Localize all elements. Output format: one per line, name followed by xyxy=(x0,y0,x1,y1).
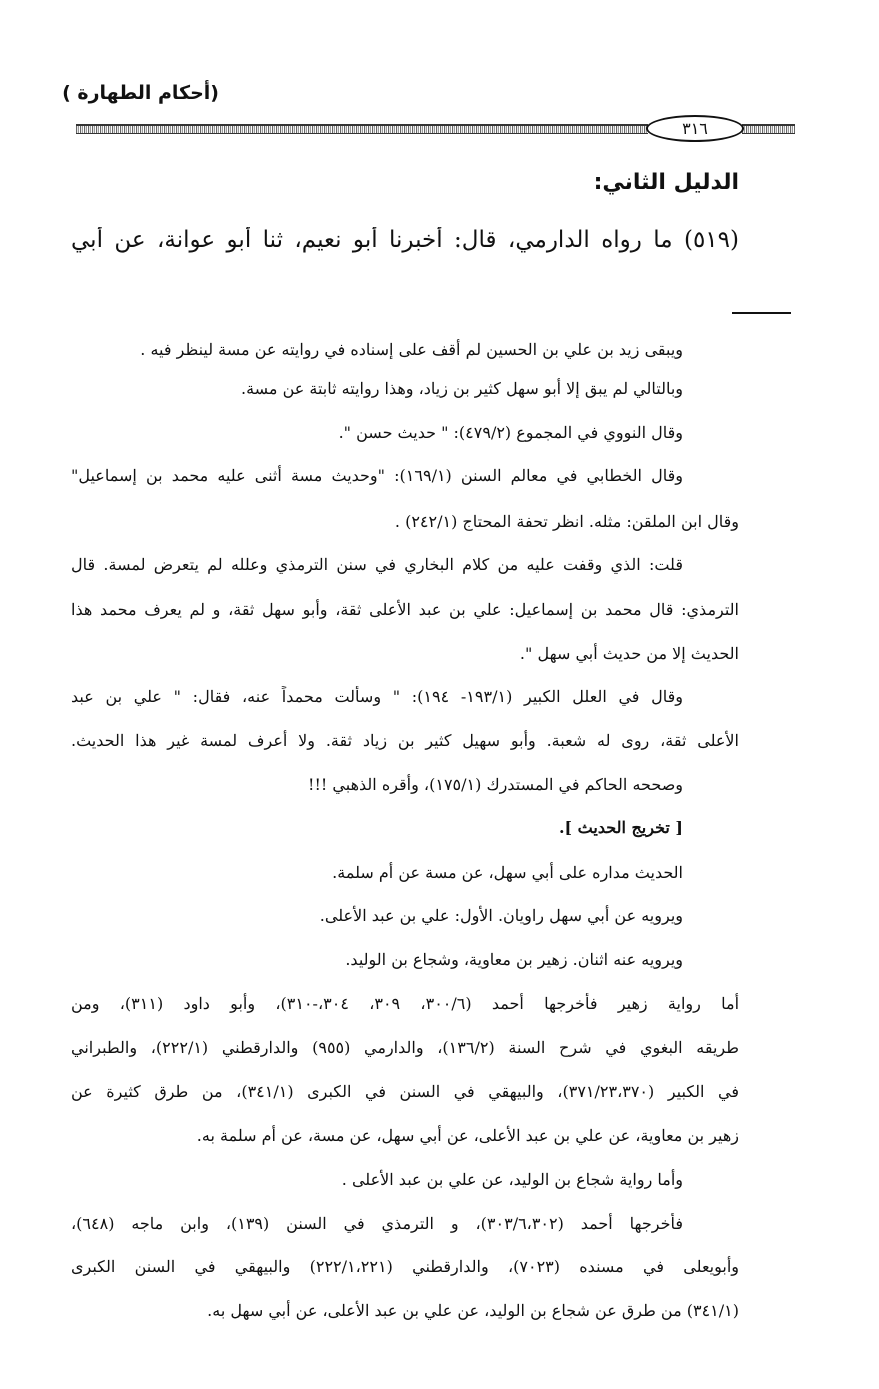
header-rule-left xyxy=(76,124,648,134)
footnote-line: وقال ابن الملقن: مثله. انظر تحفة المحتاج (٢٤٢/١) . xyxy=(394,512,739,531)
footnote-line: في الكبير (٣٧١/٢٣،٣٧٠)، والبيهقي في السنن في الكبرى (٣٤١/١)، من طرق كثيرة عن xyxy=(71,1082,739,1101)
footnote-line: الأعلى ثقة، روى له شعبة. وأبو سهيل كثير بن زياد ثقة. ولا أعرف لمسة غير هذا الحديث. xyxy=(71,731,739,750)
footnote-line: (٣٤١/١) من طرق عن شجاع بن الوليد، عن علي بن عبد الأعلى، عن أبي سهل به. xyxy=(207,1301,739,1320)
footnote-line: وقال النووي في المجموع (٤٧٩/٢): " حديث حسن ". xyxy=(338,423,683,442)
footnote-line: زهير بن معاوية، عن علي بن عبد الأعلى، عن أبي سهل، عن مسة، عن أم سلمة به. xyxy=(196,1126,739,1145)
footnote-line: وبالتالي لم يبق إلا أبو سهل كثير بن زياد، وهذا روايته ثابتة عن مسة. xyxy=(240,379,683,398)
footnote-line: فأخرجها أحمد (٣٠٣/٦،٣٠٢)، و الترمذي في السنن (١٣٩)، وابن ماجه (٦٤٨)، xyxy=(71,1214,684,1233)
footnote-line: وقال الخطابي في معالم السنن (١٦٩/١): "وحديث مسة أثنى عليه محمد بن إسماعيل" xyxy=(71,466,683,485)
footnote-subheading: [ تخريج الحديث ]. xyxy=(558,818,683,837)
footnote-line: وأما رواية شجاع بن الوليد، عن علي بن عبد الأعلى . xyxy=(341,1170,683,1189)
footnote-separator xyxy=(732,312,791,314)
footnote-line: ويرويه عن أبي سهل راويان. الأول: علي بن عبد الأعلى. xyxy=(319,906,683,925)
footnote-line: الترمذي: قال محمد بن إسماعيل: علي بن عبد الأعلى ثقة، وأبو سهل ثقة، و لم يعرف محمد هذا xyxy=(71,600,739,619)
header-rule-right xyxy=(742,124,795,134)
footnote-line: قلت: الذي وقفت عليه من كلام البخاري في سنن الترمذي وعلله لم يتعرض لمسة. قال xyxy=(71,555,683,574)
main-text-line: (٥١٩) ما رواه الدارمي، قال: أخبرنا أبو نعيم، ثنا أبو عوانة، عن أبي xyxy=(71,227,739,253)
footnote-line: ويرويه عنه اثنان. زهير بن معاوية، وشجاع بن الوليد. xyxy=(345,950,683,969)
footnote-line: وقال في العلل الكبير (١٩٣/١- ١٩٤): " وسألت محمداً عنه، فقال: " علي بن عبد xyxy=(71,687,683,706)
footnote-line: أما رواية زهير فأخرجها أحمد (٣٠٠/٦، ٣٠٩، ٣٠٤،-٣١٠)، وأبو داود (٣١١)، ومن xyxy=(71,994,739,1013)
section-heading: الدليل الثاني: xyxy=(593,170,739,195)
footnote-line: الحديث مداره على أبي سهل، عن مسة عن أم سلمة. xyxy=(332,863,683,882)
footnote-line: وصححه الحاكم في المستدرك (١٧٥/١)، وأقره الذهبي !!! xyxy=(308,775,683,794)
page-number: ٣١٦ xyxy=(646,115,744,142)
footnote-line: وأبويعلى في مسنده (٧٠٢٣)، والدارقطني (٢٢٢/١،٢٢١) والبيهقي في السنن الكبرى xyxy=(71,1257,739,1276)
footnote-line: الحديث إلا من حديث أبي سهل ". xyxy=(519,644,739,663)
footnote-line: طريقه البغوي في شرح السنة (١٣٦/٢)، والدارمي (٩٥٥) والدارقطني (٢٢٢/١)، والطبراني xyxy=(71,1038,739,1057)
running-header-title: (أحكام الطهارة ) xyxy=(62,82,219,104)
footnote-line: ويبقى زيد بن علي بن الحسين لم أقف على إسناده في روايته عن مسة لينظر فيه . xyxy=(140,340,683,359)
